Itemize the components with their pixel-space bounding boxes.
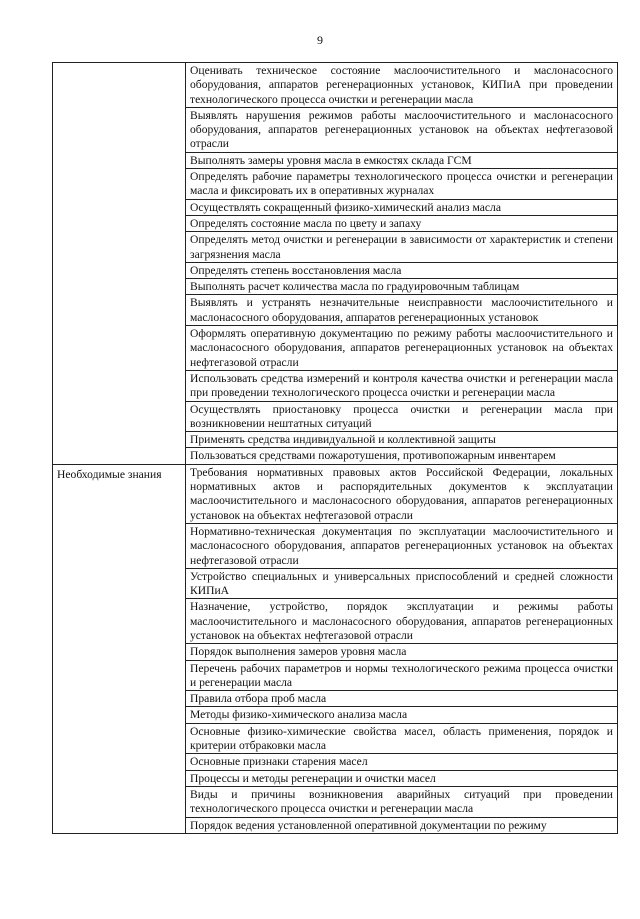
- section-label-skills: [53, 63, 186, 465]
- knowledge-item: Порядок ведения установленной оперативной документации по режиму: [186, 817, 618, 833]
- knowledge-item: Правила отбора проб масла: [186, 691, 618, 707]
- section-label-knowledge: Необходимые знания: [53, 464, 186, 833]
- skills-section: [53, 63, 618, 465]
- skill-item: Выполнять расчет количества масла по градуировочным таблицам: [186, 279, 618, 295]
- knowledge-item: Назначение, устройство, порядок эксплуатации и режимы работы маслоочистительного и маслонасосного оборудования, аппаратов регенерационных установок на объектах нефтегазовой отрасли: [186, 599, 618, 644]
- skill-item: Выявлять нарушения режимов работы маслоочистительного и маслонасосного оборудования, аппаратов регенерационных установок на объектах нефтегазовой отрасли: [186, 107, 618, 152]
- knowledge-item: Перечень рабочих параметров и нормы технологического режима процесса очистки и регенерации масла: [186, 660, 618, 691]
- knowledge-section: [53, 464, 618, 833]
- skill-item: Выполнять замеры уровня масла в емкостях склада ГСМ: [186, 152, 618, 168]
- knowledge-item: Требования нормативных правовых актов Российской Федерации, локальных нормативных актов и распорядительных документов к эксплуатации маслоочистительного и маслонасосного оборудования, аппаратов регенерационных установок на объектах нефтегазовой отрасли: [186, 464, 618, 523]
- knowledge-item: Основные физико-химические свойства масел, область применения, порядок и критерии отбраковки масла: [186, 723, 618, 754]
- skill-item: Определять рабочие параметры технологического процесса очистки и регенерации масла и фиксировать их в оперативных журналах: [186, 169, 618, 200]
- skill-item: Оценивать техническое состояние маслоочистительного и маслонасосного оборудования, аппаратов регенерационных установок, КИПиА при проведении технологического процесса очистки и регенерации масла: [186, 63, 618, 108]
- knowledge-item: Порядок выполнения замеров уровня масла: [186, 644, 618, 660]
- skill-item: Выявлять и устранять незначительные неисправности маслоочистительного и маслонасосного оборудования, аппаратов регенерационных установок: [186, 295, 618, 326]
- knowledge-item: Процессы и методы регенерации и очистки масел: [186, 770, 618, 786]
- knowledge-item: Нормативно-техническая документация по эксплуатации маслоочистительного и маслонасосного оборудования, аппаратов регенерационных установок на объектах нефтегазовой отрасли: [186, 523, 618, 568]
- skill-item: Определять состояние масла по цвету и запаху: [186, 215, 618, 231]
- skill-item: Использовать средства измерений и контроля качества очистки и регенерации масла при проведении технологического процесса очистки и регенерации масла: [186, 370, 618, 401]
- requirements-table: [52, 62, 618, 834]
- knowledge-item: Методы физико-химического анализа масла: [186, 707, 618, 723]
- table-row: [53, 63, 618, 108]
- skill-item: Применять средства индивидуальной и коллективной защиты: [186, 432, 618, 448]
- page-number: 9: [317, 33, 323, 47]
- skill-item: Осуществлять сокращенный физико-химический анализ масла: [186, 199, 618, 215]
- skill-item: Определять степень восстановления масла: [186, 262, 618, 278]
- knowledge-item: Устройство специальных и универсальных приспособлений и средней сложности КИПиА: [186, 568, 618, 599]
- skill-item: Определять метод очистки и регенерации в зависимости от характеристик и степени загрязнения масла: [186, 232, 618, 263]
- knowledge-item: Виды и причины возникновения аварийных ситуаций при проведении технологического процесса очистки и регенерации масла: [186, 786, 618, 817]
- skill-item: Осуществлять приостановку процесса очистки и регенерации масла при возникновении нештатных ситуаций: [186, 401, 618, 432]
- knowledge-item: Основные признаки старения масел: [186, 754, 618, 770]
- table-row: [53, 464, 618, 523]
- skill-item: Пользоваться средствами пожаротушения, противопожарным инвентарем: [186, 448, 618, 464]
- skill-item: Оформлять оперативную документацию по режиму работы маслоочистительного и маслонасосного оборудования, аппаратов регенерационных установок на объектах нефтегазовой отрасли: [186, 326, 618, 371]
